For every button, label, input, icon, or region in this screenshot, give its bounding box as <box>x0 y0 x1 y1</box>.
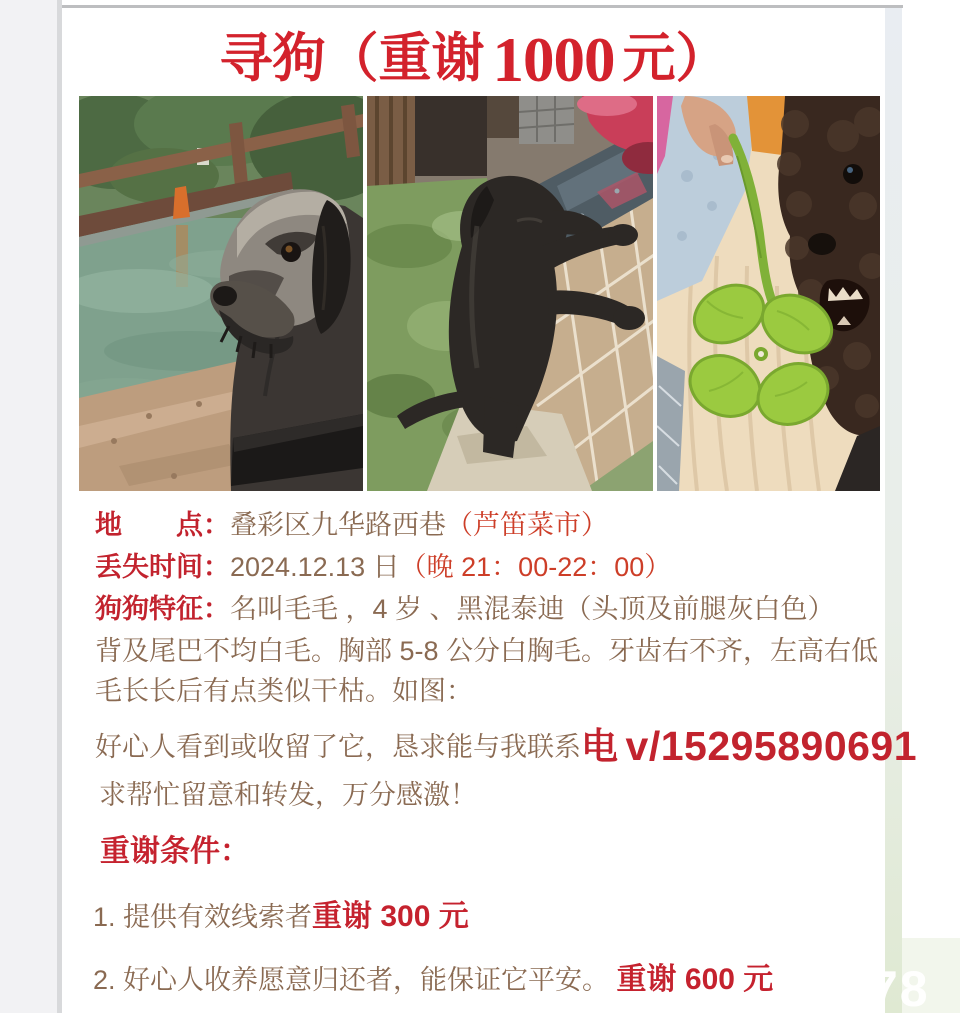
top-border-line <box>62 5 903 8</box>
contact-line <box>95 716 917 770</box>
phone-prefix: 电 <box>581 726 618 767</box>
lost-time-value: 2024.12.13 日 <box>230 552 400 582</box>
features-line-2 <box>95 629 878 668</box>
phone-number: v/15295890691 <box>625 723 918 769</box>
reward-header: 重谢条件： <box>100 835 250 868</box>
right-border-strip <box>885 8 902 1013</box>
thanks-text: 求帮忙留意和转发，万分感激！ <box>99 780 477 810</box>
location-value: 叠彩区九华路西巷 <box>230 510 446 540</box>
left-page-margin <box>0 0 57 1013</box>
reward-item-1-text: 1. 提供有效线索者 <box>93 902 313 932</box>
gray-dog-head-pond-photo <box>79 96 363 491</box>
title-prefix: 寻狗（重谢 <box>219 29 485 88</box>
reward-item-2-text: 2. 好心人收养愿意归还者，能保证它平安。 <box>93 965 610 995</box>
reward-item-1-amount: 重谢 300 元 <box>312 900 469 933</box>
left-border-line <box>57 0 62 1013</box>
features-label: 狗狗特征： <box>95 594 230 624</box>
location-note: （芦笛菜市） <box>446 510 608 540</box>
features-line-3 <box>95 669 473 708</box>
features-value-1: 名叫毛毛 ，4 岁 、黑混泰迪（头顶及前腿灰白色） <box>230 594 835 624</box>
lost-time-line <box>95 545 671 584</box>
title-reward-amount: 1000 <box>492 25 615 95</box>
features-value-2: 背及尾巴不均白毛。胸部 5-8 公分白胸毛。牙齿右不齐，左高右低 <box>95 636 879 666</box>
dog-photo-strip <box>79 96 880 491</box>
reward-item-2 <box>93 954 773 998</box>
title-suffix: 元） <box>622 29 729 88</box>
black-dog-standing-wall-photo <box>367 96 653 491</box>
reward-item-1 <box>93 891 469 935</box>
location-line <box>95 503 608 542</box>
lost-time-note: （晚 21：00-22：00） <box>399 552 672 582</box>
watermark-digits: 78 <box>870 961 930 1013</box>
brown-dog-clover-photo <box>657 96 880 491</box>
contact-plea: 好心人看到或收留了它，恳求能与我联系 <box>95 732 581 762</box>
thanks-line <box>99 773 477 812</box>
location-label: 地 点： <box>95 510 230 540</box>
poster-title <box>63 16 885 95</box>
reward-item-2-amount: 重谢 600 元 <box>616 963 774 996</box>
features-value-3: 毛长长后有点类似干枯。如图： <box>95 676 473 706</box>
phone-number-group <box>581 716 917 770</box>
reward-header-line <box>100 826 250 870</box>
features-line-1 <box>95 587 835 626</box>
lost-time-label: 丢失时间： <box>95 552 230 582</box>
